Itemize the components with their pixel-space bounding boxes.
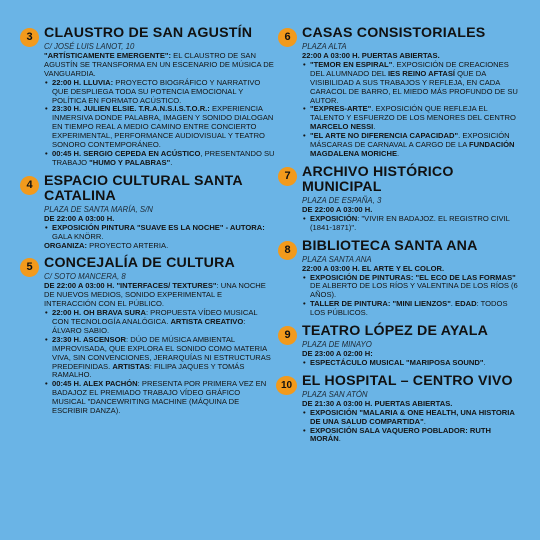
highlight-text: EXPOSICIÓN "MALARIA & ONE HEALTH, UNA HISTORIA DE UNA SALUD COMPARTIDA" <box>310 407 515 426</box>
body-text: . <box>170 157 173 167</box>
venue-title: EL HOSPITAL – CENTRO VIVO <box>302 372 513 389</box>
body-text: : UNA NOCHE DE NUEVOS MEDIOS, SONIDO EXPERIMENTAL E INTERACCIÓN CON EL PÚBLICO. <box>44 281 266 309</box>
highlight-text: MARCELO NESSI <box>310 122 374 132</box>
left-column <box>20 26 275 422</box>
highlight-text: 00:45 H. SERGIO CEPEDA EN ACÚSTICO <box>52 148 201 158</box>
body-text: . <box>338 434 341 444</box>
highlight-text: 00:45 H. ALEX PACHÓN <box>52 379 138 389</box>
highlight-text: EDAD <box>455 299 477 309</box>
event-item <box>44 224 275 242</box>
body-text: GALA KNÖRR. <box>52 231 104 241</box>
highlight-text: ARTISTA CREATIVO <box>170 317 244 327</box>
event-item <box>44 309 275 336</box>
event-item <box>302 409 523 427</box>
highlight-text: 22:00 H. OH BRAVA SURA <box>52 308 146 318</box>
event-list <box>44 224 275 242</box>
venue-title: CASAS CONSISTORIALES <box>302 25 486 41</box>
highlight-text: FUNDACIÓN MAGDALENA MORICHE <box>310 140 515 158</box>
highlight-text: 23:30 H. ASCENSOR <box>52 334 126 344</box>
venue-title: ARCHIVO HISTÓRICO MUNICIPAL <box>302 163 454 195</box>
highlight-text: ARTISTAS <box>112 361 150 371</box>
highlight-text: "HUMO Y PALABRAS" <box>89 157 171 167</box>
body-text: : FILIPA JAQUES Y TOMÁS RAMALHO. <box>52 361 245 380</box>
venue-10 <box>278 374 523 445</box>
venue-title: CLAUSTRO DE SAN AGUSTÍN <box>44 25 253 41</box>
event-item <box>44 79 275 106</box>
event-item <box>302 274 523 301</box>
event-item <box>44 105 275 150</box>
event-item <box>302 427 523 445</box>
body-text: PROYECTO ARTERIA. <box>87 240 169 250</box>
venue-address: PLAZA SAN ATÓN <box>302 389 368 399</box>
highlight-text: "ARTÍSTICAMENTE EMERGENTE": <box>44 51 172 60</box>
body-text: . <box>373 122 376 132</box>
event-item <box>44 150 275 168</box>
highlight-text: 22:00 H. LLUVIA: <box>52 77 114 87</box>
venue-8 <box>278 239 523 318</box>
event-list <box>302 215 523 233</box>
body-text: . <box>397 148 400 158</box>
venue-address: C/ JOSÉ LUIS LANOT, 10 <box>44 42 135 51</box>
venue-hours: 22:00 A 03:00 H. EL ARTE Y EL COLOR. <box>302 263 445 273</box>
event-item <box>44 336 275 381</box>
venue-number-badge: 5 <box>20 258 39 277</box>
highlight-text: 23:30 H. JULIEN ELSIE. T.R.A.N.S.I.S.T.O.R.: <box>52 104 210 114</box>
body-text: : TODOS LOS PÚBLICOS. <box>310 299 508 318</box>
venue-9 <box>278 324 523 368</box>
highlight-text: "TEMOR EN ESPIRAL" <box>310 59 393 69</box>
highlight-text: IES REINO AFTASÍ <box>387 68 456 78</box>
body-text: . <box>450 299 456 309</box>
venue-hours: DE 21:30 A 03:00 H. PUERTAS ABIERTAS. <box>302 398 453 408</box>
body-text: EL CLAUSTRO DE SAN AGUSTÍN SE TRANSFORMA EN UN ESCENARIO DE MÚSICA DE VANGUARDIA. <box>44 51 274 78</box>
venue-7 <box>278 165 523 233</box>
highlight-text: EXPOSICIÓN DE PINTURAS: "EL ECO DE LAS FORMAS" <box>310 272 516 282</box>
venue-title: CONCEJALÍA DE CULTURA <box>44 255 235 272</box>
body-text: . EXPOSICIÓN DE CREACIONES DEL ALUMNADO DEL <box>310 59 509 78</box>
body-text: . <box>483 357 486 367</box>
venue-address: C/ SOTO MANCERA, 8 <box>44 272 126 282</box>
event-list <box>302 61 523 159</box>
venue-hours: DE 23:00 A 02:00 H: <box>302 349 373 359</box>
venue-intro <box>44 282 275 309</box>
venue-number-badge: 6 <box>278 28 297 47</box>
venue-hours: DE 22:00 A 03:00 H. <box>302 204 373 214</box>
highlight-text: DE 22:00 A 03:00 H. "INTERFACES/ TEXTURES" <box>44 281 217 291</box>
highlight-text: ORGANIZA: <box>44 240 88 250</box>
event-item <box>44 380 275 416</box>
event-list <box>44 79 275 168</box>
venue-6 <box>278 26 523 159</box>
body-text: : PROPUESTA VÍDEO MUSICAL CON TECNOLOGÍA ANALÓGICA. <box>52 308 258 327</box>
event-list <box>302 409 523 445</box>
venue-number-badge: 9 <box>278 326 297 345</box>
venue-number-badge: 3 <box>20 28 39 47</box>
highlight-text: "EXPRES-ARTE" <box>310 104 372 114</box>
venue-address: PLAZA DE MINAYO <box>302 340 372 350</box>
body-text: . <box>423 416 426 426</box>
body-text: . EXPOSICIÓN QUE REFLEJA EL TALENTO Y ESFUERZO DE LOS MENORES DEL CENTRO <box>310 104 516 123</box>
event-item <box>302 359 523 368</box>
venue-title: TEATRO LÓPEZ DE AYALA <box>302 323 489 340</box>
event-item <box>302 132 523 159</box>
venue-title: ESPACIO CULTURAL SANTA CATALINA <box>44 172 243 204</box>
body-text: : DÚO DE MÚSICA AMBIENTAL IMPROVISADA, QUE EXPLORA EL SONIDO COMO MATERIA VIVA, SIN CONVENCIONES, JERARQUÍAS NI ESTRUCTURAS PREDEFINIDAS. <box>52 334 271 371</box>
body-text: EXPERIENCIA INMERSIVA DONDE PALABRA, IMAGEN Y SONIDO DIALOGAN EN TIEMPO REAL A MEDIO CAMINO ENTRE CONCIERTO EXPERIMENTAL, PERFORMANCE AUDIOVISUAL Y TEATRO SONORO CONTEMPORÁNEO. <box>52 104 274 150</box>
highlight-text: EXPOSICIÓN SALA VAQUERO POBLADOR: RUTH MORÁN <box>310 425 491 444</box>
right-column <box>278 26 523 450</box>
venue-5 <box>20 256 275 416</box>
venue-4 <box>20 174 275 251</box>
venue-address: PLAZA DE ESPAÑA, 3 <box>302 195 382 205</box>
event-item <box>302 215 523 233</box>
body-text: : ÁLVARO SABIO. <box>52 317 246 335</box>
body-text: DE ALBERTO DE LOS RÍOS Y VALENTINA DE LOS RÍOS (6 AÑOS). <box>310 281 518 300</box>
venue-organizer <box>44 242 275 251</box>
highlight-text: EXPOSICIÓN <box>310 213 358 223</box>
venue-number-badge: 10 <box>276 376 297 395</box>
venue-address: PLAZA DE SANTA MARÍA, S/N <box>44 204 153 214</box>
venue-hours: DE 22:00 A 03:00 H. <box>44 213 115 223</box>
body-text: : "VIVIR EN BADAJOZ. EL REGISTRO CIVIL (1841-1871)". <box>310 213 510 232</box>
event-list <box>44 309 275 416</box>
body-text: PROYECTO BIOGRÁFICO Y NARRATIVO QUE DESPLIEGA TODA SU POTENCIA EMOCIONAL Y POLÍTICA EN FORMATO ACÚSTICO. <box>52 77 261 105</box>
venue-title: BIBLIOTECA SANTA ANA <box>302 237 478 254</box>
highlight-text: EXPOSICIÓN PINTURA "SUAVE ES LA NOCHE" - AUTORA: <box>52 222 265 232</box>
venue-3 <box>20 26 275 168</box>
body-text: , PRESENTANDO SU TRABAJO <box>52 148 275 167</box>
venue-intro <box>44 52 275 79</box>
body-text: . EXPOSICIÓN MÁSCARAS DE CARNAVAL A CARGO DE LA <box>310 131 510 150</box>
body-text: : PRESENTA POR PRIMERA VEZ EN BADAJOZ EL PREMIADO TRABAJO VÍDEO GRÁFICO MUSICAL "DANCEWRITING MACHINE (MÁQUINA DE ESCRIBIR DANZA). <box>52 379 267 416</box>
event-list <box>302 274 523 319</box>
venue-number-badge: 8 <box>278 241 297 260</box>
venue-number-badge: 7 <box>278 167 297 186</box>
event-item <box>302 61 523 106</box>
body-text: QUE DA VISIBILIDAD A SUS TRABAJOS Y REFLEJA, EN CADA CARACOL DE BARRO, EL MIEDO MÁS PROFUNDO DE SU AUTOR. <box>310 68 518 105</box>
event-item <box>302 300 523 318</box>
venue-number-badge: 4 <box>20 176 39 195</box>
venue-address: PLAZA ALTA <box>302 42 347 51</box>
venue-address: PLAZA SANTA ANA <box>302 254 372 264</box>
event-list <box>302 359 523 368</box>
event-item <box>302 105 523 132</box>
highlight-text: "EL ARTE NO DIFERENCIA CAPACIDAD" <box>310 131 459 141</box>
highlight-text: ESPECTÁCULO MUSICAL "MARIPOSA SOUND" <box>310 357 484 367</box>
highlight-text: TALLER DE PINTURA: "MINI LIENZOS" <box>310 299 451 309</box>
venue-hours: 22:00 A 03:00 H. PUERTAS ABIERTAS. <box>302 51 440 60</box>
